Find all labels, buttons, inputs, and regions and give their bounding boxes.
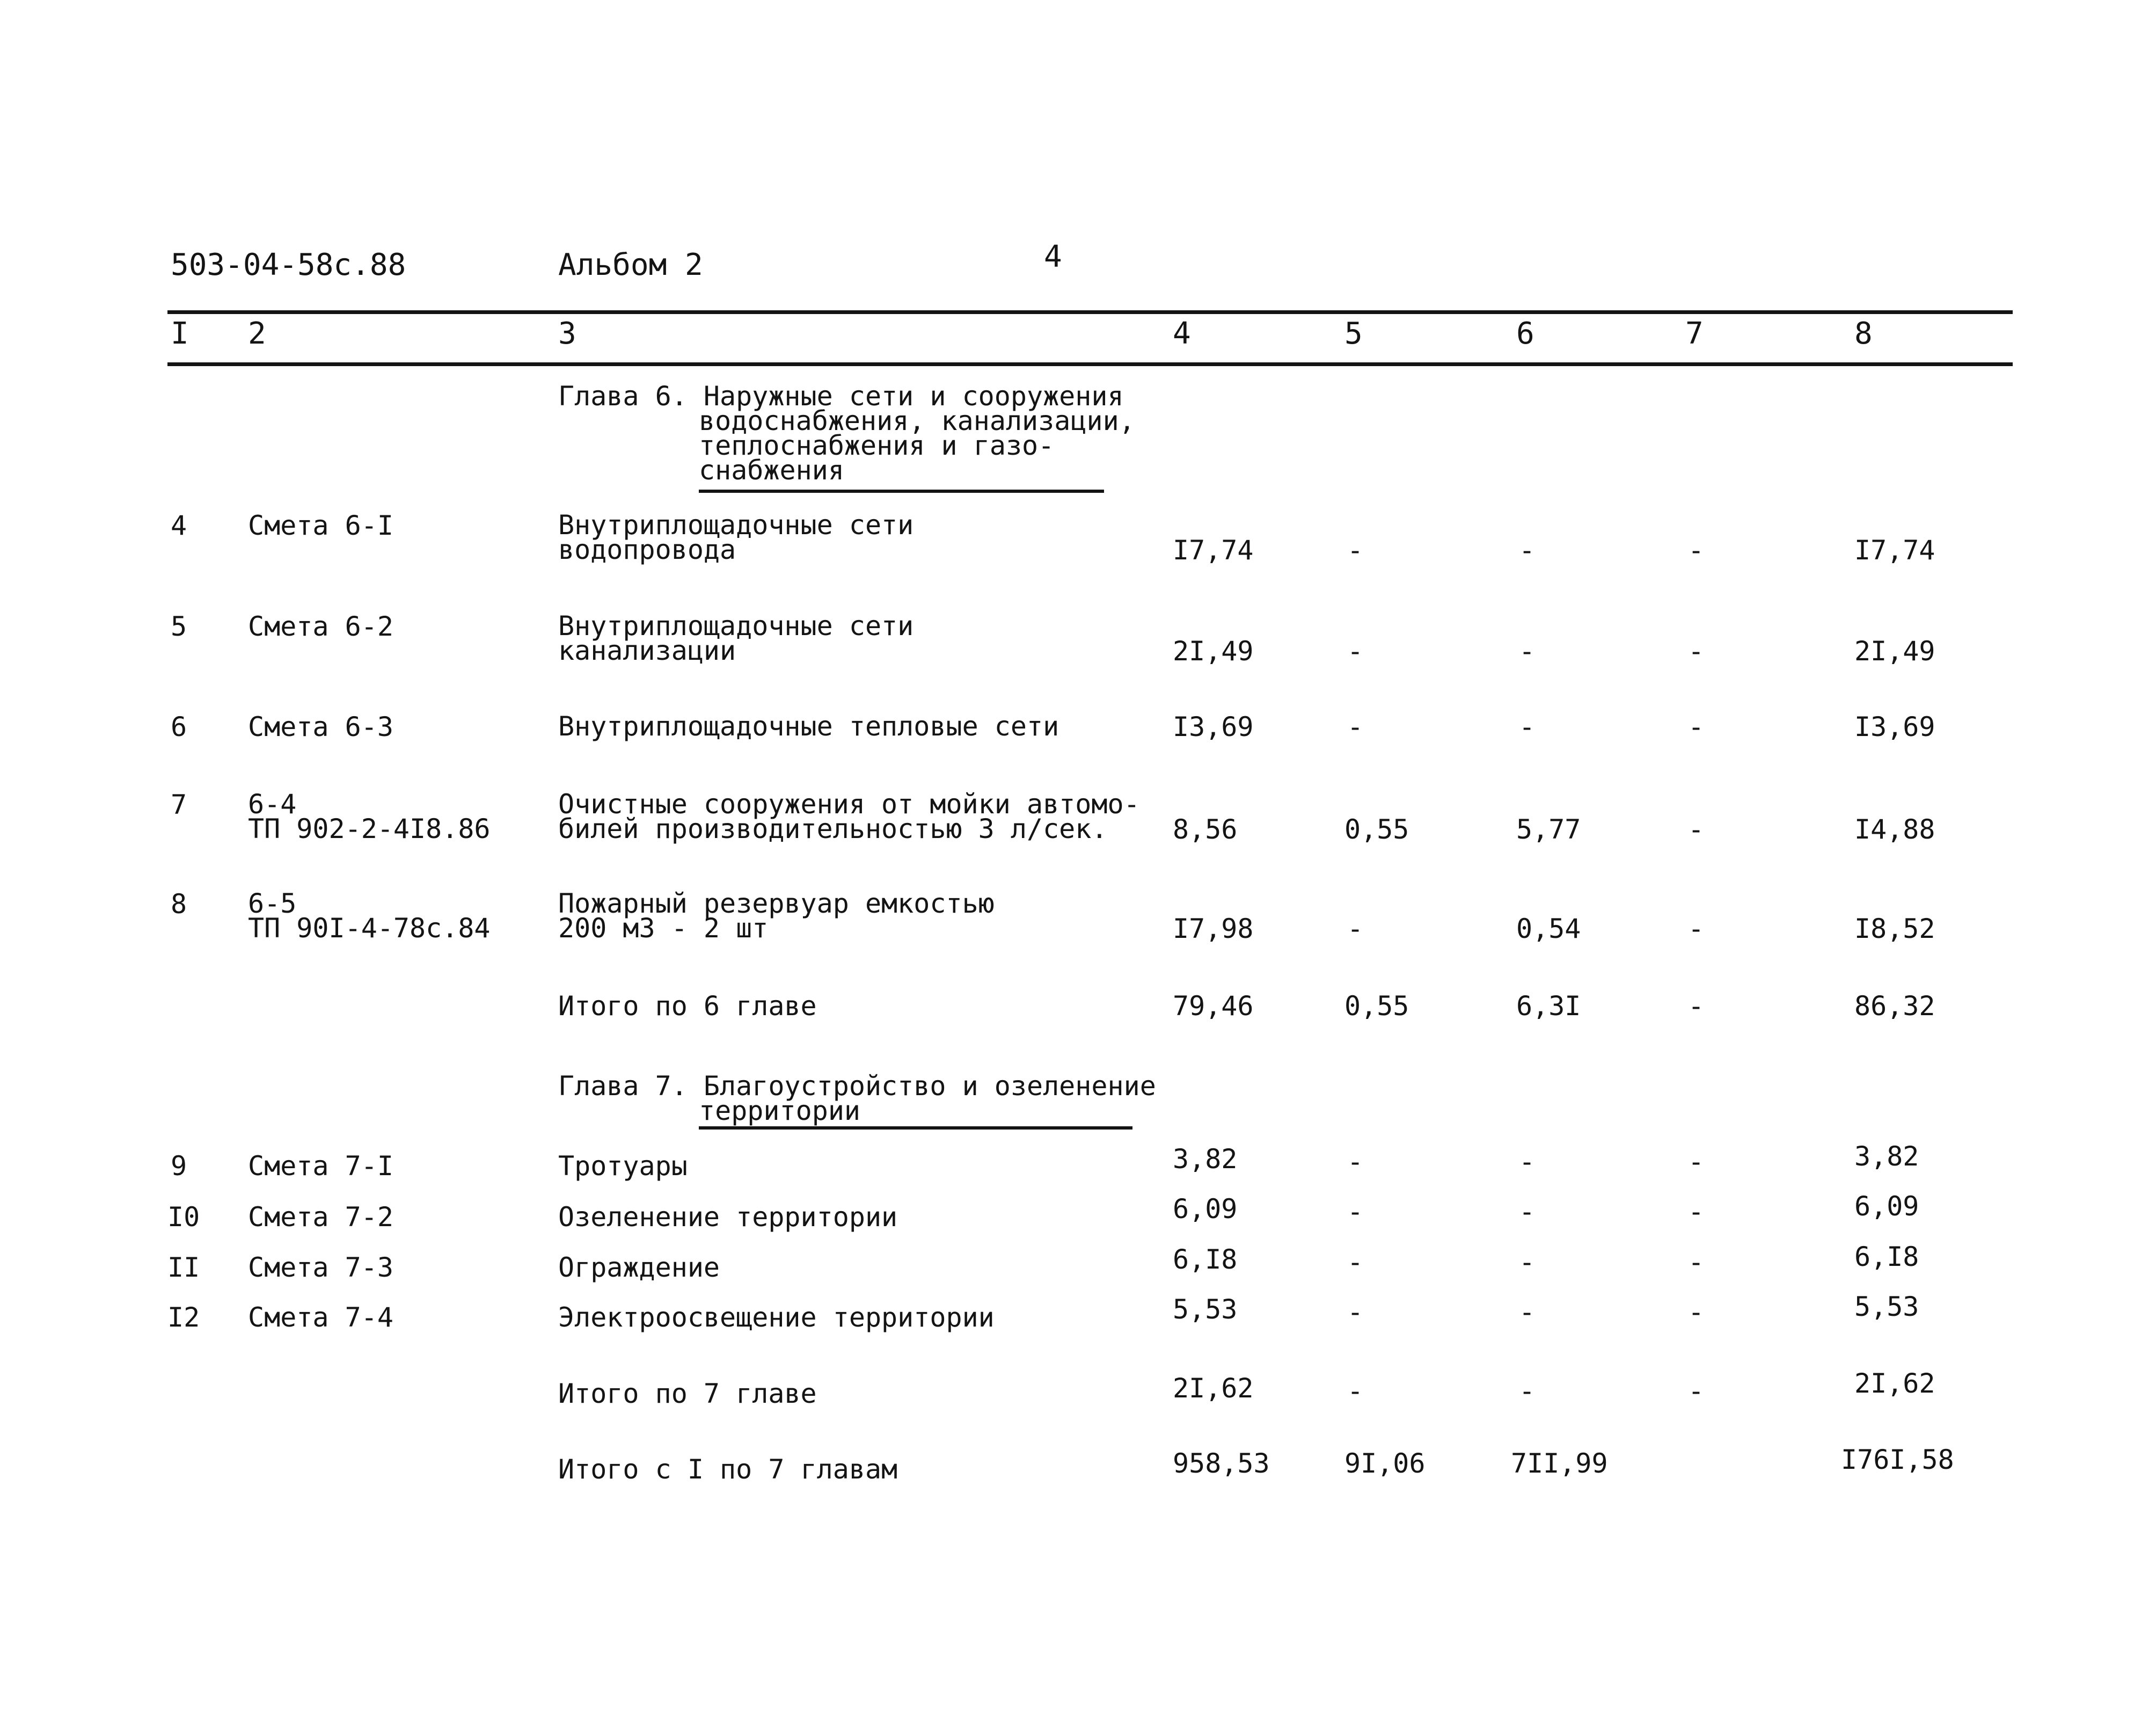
chapter7-title-underline	[699, 1126, 1132, 1130]
grand-total-col8: I76I,58	[1841, 1444, 1954, 1475]
row-code: Смета 7-I	[248, 1150, 393, 1182]
total6-col5: 0,55	[1344, 990, 1409, 1022]
cell-col4: 5,53	[1173, 1294, 1238, 1325]
chapter6-title-line2: водоснабжения, канализации,	[699, 405, 1135, 436]
row-desc: Электроосвещение территории	[558, 1302, 995, 1333]
cell-col7: -	[1688, 1196, 1705, 1227]
total6-col4: 79,46	[1173, 990, 1254, 1022]
document-code: 503-04-58с.88	[171, 247, 406, 282]
row-desc-line1: Внутриплощадочные сети	[558, 610, 914, 642]
row-code: Смета 7-2	[248, 1201, 393, 1233]
cell-col4: 6,I8	[1173, 1244, 1238, 1275]
cell-col5: -	[1347, 711, 1364, 742]
total7-col7: -	[1688, 1375, 1705, 1407]
row-number: 4	[171, 510, 187, 541]
total6-col6: 6,3I	[1516, 990, 1581, 1022]
row-code-line1: 6-4	[248, 789, 297, 820]
cell-col4: I7,74	[1173, 535, 1254, 566]
row-code: Смета 7-4	[248, 1302, 393, 1333]
cell-col5: 0,55	[1344, 814, 1409, 845]
total6-col7: -	[1688, 990, 1705, 1022]
row-desc-line2: водопровода	[558, 534, 736, 565]
cell-col6: -	[1519, 1296, 1536, 1328]
cell-col6: -	[1519, 1146, 1536, 1177]
cell-col6: -	[1519, 1247, 1536, 1278]
cell-col7: -	[1688, 814, 1705, 845]
col-header-6: 6	[1516, 316, 1534, 351]
cell-col6: -	[1519, 535, 1536, 566]
row-code: Смета 7-3	[248, 1252, 393, 1283]
row-code: Смета 6-3	[248, 711, 393, 742]
album-label: Альбом 2	[558, 247, 703, 282]
chapter6-title-underline	[699, 490, 1104, 493]
total7-label: Итого по 7 главе	[558, 1378, 817, 1409]
row-code-line1: 6-5	[248, 888, 297, 919]
cell-col7: -	[1688, 535, 1705, 566]
cell-col5: -	[1347, 1296, 1364, 1328]
cell-col7: -	[1688, 913, 1705, 944]
row-code-line2: ТП 902-2-4I8.86	[248, 813, 491, 844]
cell-col6: -	[1519, 636, 1536, 667]
cell-col4: I7,98	[1173, 913, 1254, 944]
cell-col5: -	[1347, 913, 1364, 944]
total7-col8: 2I,62	[1854, 1368, 1935, 1399]
cell-col4: 3,82	[1173, 1143, 1238, 1175]
col-header-1: I	[171, 316, 189, 351]
grand-total-label: Итого с I по 7 главам	[558, 1454, 898, 1485]
table-top-rule	[167, 310, 2013, 314]
table-header-rule	[167, 362, 2013, 366]
cell-col6: 5,77	[1516, 814, 1581, 845]
col-header-2: 2	[248, 316, 266, 351]
grand-total-col5: 9I,06	[1344, 1448, 1426, 1479]
cell-col5: -	[1347, 1196, 1364, 1227]
chapter7-title-line1: Глава 7. Благоустройство и озеленение	[558, 1070, 1156, 1102]
row-desc-line1: Внутриплощадочные сети	[558, 509, 914, 541]
cell-col5: -	[1347, 535, 1364, 566]
cell-col5: -	[1347, 1146, 1364, 1177]
row-desc: Ограждение	[558, 1252, 720, 1283]
row-number: 6	[171, 711, 187, 742]
row-number: II	[167, 1252, 200, 1283]
cell-col6: -	[1519, 711, 1536, 742]
row-desc-line1: Пожарный резервуар емкостью	[558, 888, 995, 919]
chapter6-title-line1: Глава 6. Наружные сети и сооружения	[558, 381, 1124, 412]
col-header-4: 4	[1173, 316, 1191, 351]
cell-col4: I3,69	[1173, 711, 1254, 742]
cell-col4: 8,56	[1173, 814, 1238, 845]
chapter6-title-line3: теплоснабжения и газо-	[699, 430, 1055, 461]
row-desc-line1: Очистные сооружения от мойки автомо-	[558, 789, 1140, 820]
grand-total-col4: 958,53	[1173, 1448, 1270, 1479]
cell-col6: -	[1519, 1196, 1536, 1227]
cell-col5: -	[1347, 636, 1364, 667]
cell-col8: I7,74	[1854, 535, 1935, 566]
cell-col8: 3,82	[1854, 1141, 1919, 1172]
col-header-5: 5	[1344, 316, 1363, 351]
cell-col4: 2I,49	[1173, 636, 1254, 667]
col-header-8: 8	[1854, 316, 1873, 351]
total6-label: Итого по 6 главе	[558, 990, 817, 1022]
cell-col8: 6,I8	[1854, 1241, 1919, 1272]
chapter7-title-line2: территории	[699, 1095, 861, 1126]
cell-col4: 6,09	[1173, 1193, 1238, 1225]
col-header-3: 3	[558, 316, 576, 351]
cell-col7: -	[1688, 636, 1705, 667]
cell-col7: -	[1688, 1247, 1705, 1278]
row-number: 9	[171, 1150, 187, 1182]
cell-col8: 6,09	[1854, 1191, 1919, 1222]
cell-col8: 5,53	[1854, 1291, 1919, 1322]
row-desc-line2: 200 м3 - 2 шт	[558, 913, 769, 944]
cell-col7: -	[1688, 711, 1705, 742]
cell-col8: 2I,49	[1854, 636, 1935, 667]
row-number: I0	[167, 1201, 200, 1233]
row-desc: Озеленение территории	[558, 1201, 898, 1233]
total7-col5: -	[1347, 1375, 1364, 1407]
col-header-7: 7	[1685, 316, 1704, 351]
page-number: 4	[1044, 239, 1062, 274]
cell-col5: -	[1347, 1247, 1364, 1278]
total7-col6: -	[1519, 1375, 1536, 1407]
cell-col8: I8,52	[1854, 913, 1935, 944]
row-desc-line2: билей производительностью 3 л/сек.	[558, 813, 1108, 844]
cell-col7: -	[1688, 1296, 1705, 1328]
row-code-line2: ТП 90I-4-78с.84	[248, 913, 491, 944]
cell-col8: I4,88	[1854, 814, 1935, 845]
row-desc-line1: Внутриплощадочные тепловые сети	[558, 711, 1059, 742]
row-code: Смета 6-2	[248, 611, 393, 642]
total6-col8: 86,32	[1854, 990, 1935, 1022]
grand-total-col6: 7II,99	[1511, 1448, 1608, 1479]
row-desc: Тротуары	[558, 1150, 688, 1182]
row-number: 8	[171, 888, 187, 920]
chapter6-title-line4: снабжения	[699, 455, 844, 486]
row-number: 7	[171, 789, 187, 820]
cell-col8: I3,69	[1854, 711, 1935, 742]
row-number: 5	[171, 611, 187, 642]
row-code: Смета 6-I	[248, 510, 393, 541]
cell-col7: -	[1688, 1146, 1705, 1177]
cell-col6: 0,54	[1516, 913, 1581, 944]
row-number: I2	[167, 1302, 200, 1333]
total7-col4: 2I,62	[1173, 1373, 1254, 1404]
row-desc-line2: канализации	[558, 635, 736, 666]
